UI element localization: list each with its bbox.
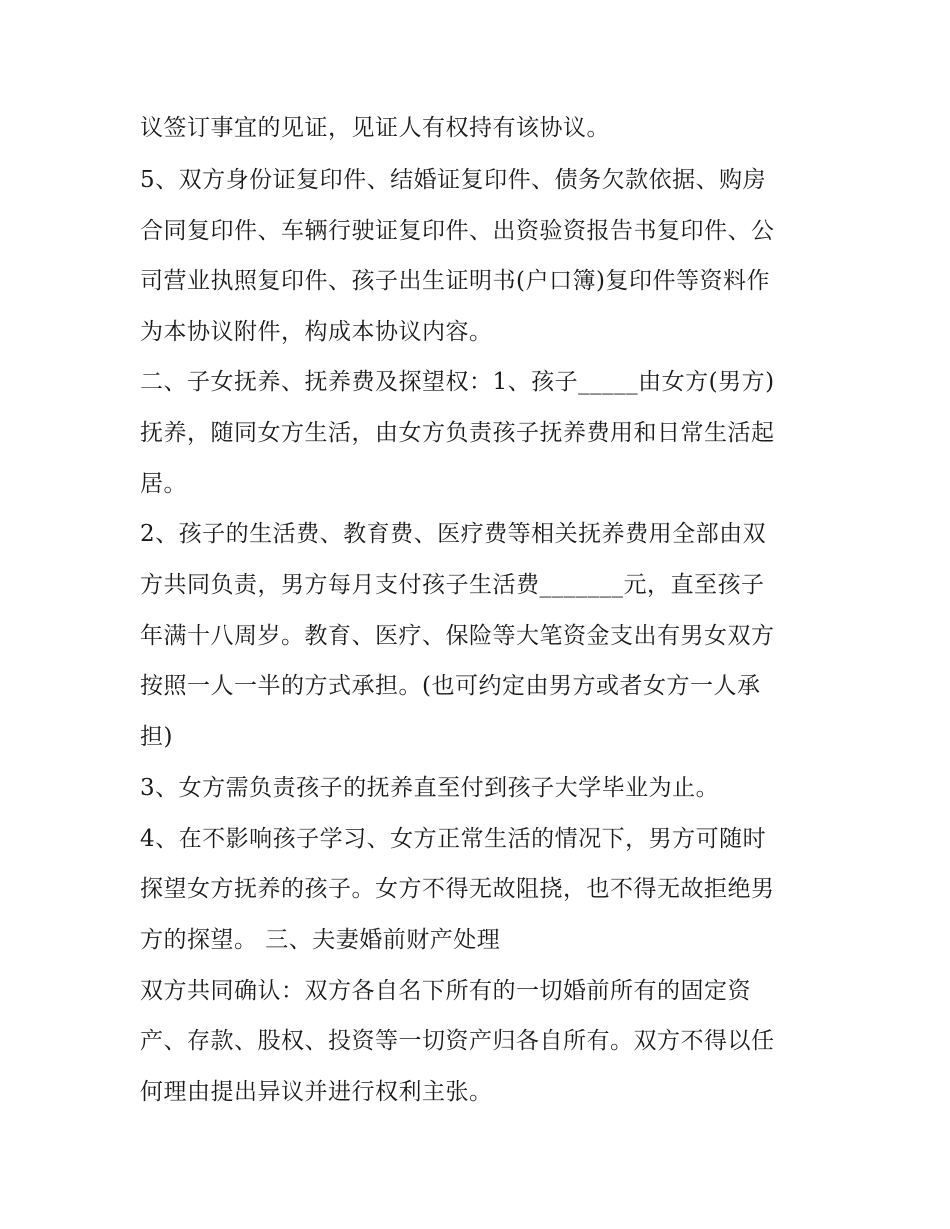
text-line: 5、双方身份证复印件、结婚证复印件、债务欠款依据、购房 <box>140 167 767 193</box>
text-line: 方共同负责，男方每月支付孩子生活费_______元，直至孩子 <box>140 572 765 598</box>
text-line: 司营业执照复印件、孩子出生证明书(户口簿)复印件等资料作 <box>140 268 770 294</box>
text-line: 年满十八周岁。教育、医疗、保险等大笔资金支出有男女双方 <box>140 623 775 649</box>
text-line: 何理由提出异议并进行权利主张。 <box>140 1079 493 1105</box>
text-line: 按照一人一半的方式承担。(也可约定由男方或者女方一人承 <box>140 673 761 699</box>
text-line: 议签订事宜的见证，见证人有权持有该协议。 <box>140 115 610 141</box>
text-line: 抚养，随同女方生活，由女方负责孩子抚养费用和日常生活起 <box>140 420 775 446</box>
text-line: 3、女方需负责孩子的抚养直至付到孩子大学毕业为止。 <box>140 775 720 801</box>
text-line: 双方共同确认：双方各自名下所有的一切婚前所有的固定资 <box>140 978 751 1004</box>
text-line: 4、在不影响孩子学习、女方正常生活的情况下，男方可随时 <box>140 826 767 852</box>
text-line: 为本协议附件，构成本协议内容。 <box>140 319 493 345</box>
text-line: 合同复印件、车辆行驶证复印件、出资验资报告书复印件、公 <box>140 218 775 244</box>
text-line: 担) <box>140 724 173 750</box>
text-line: 方的探望。 三、夫妻婚前财产处理 <box>140 927 501 953</box>
text-line: 2、孩子的生活费、教育费、医疗费等相关抚养费用全部由双 <box>140 521 767 547</box>
text-line: 探望女方抚养的孩子。女方不得无故阻挠，也不得无故拒绝男 <box>140 876 775 902</box>
text-line: 居。 <box>140 471 187 497</box>
text-line: 产、存款、股权、投资等一切资产归各自所有。双方不得以任 <box>140 1028 775 1054</box>
text-line: 二、子女抚养、抚养费及探望权：1、孩子_____由女方(男方) <box>140 369 775 395</box>
